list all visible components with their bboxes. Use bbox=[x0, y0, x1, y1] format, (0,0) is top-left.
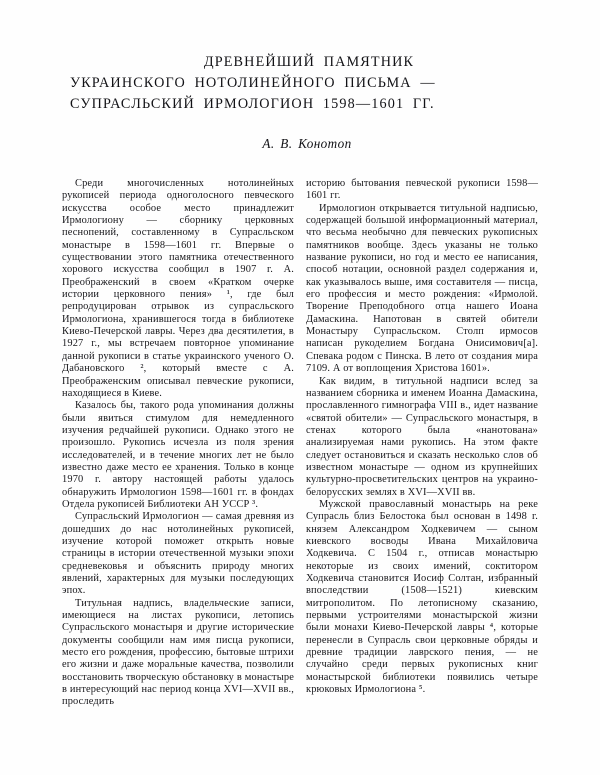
author-byline: А. В. Конотоп bbox=[262, 136, 352, 151]
paragraph: Среди многочисленных нотолинейных рукописей периода одноголосного певческого искусства особое место принадлежит Ирмологиону — сборнику церковных песнопений, составленному в Супрасльском монастыре в 1598—1601 гг. Впервые о существовании этого памятника отечественного хорового искусства сообщил в 1907 г. А. Преображенский в своем «Кратком очерке истории церковного пения» ¹, где был репродуцирован отрывок из супрасльского Ирмологиона, хранившегося тогда в библиотеке Киево-Печерской лавры. Через два десятилетия, в 1927 г., мы встречаем повторное упоминание данной рукописи в статье украинского ученого О. Дабановского ², который вместе с А. Преображенским описывал певческие рукописи, находящиеся в Киеве. bbox=[62, 178, 294, 399]
paragraph: Ирмологион открывается титульной надписью, содержащей большой информационный материал, что весьма необычно для певческих рукописных памятников вообще. Здесь указаны не только название рукописи, но год и место ее написания, способ нотации, основной раздел содержания и, как указывалось выше, имя составителя — писца, его профессия и место рождения: «Ирмолой. Творение Преподобного отца нашего Иоана Дамаскина. Напотован в святей обители Монастыру Супрасльском. Столп ирмосов написан рукоделием Богдана Онисимович[а]. Спевака родом с Пинска. В лето от создания мира 7109. А от воплощения Христова 1601». bbox=[306, 202, 538, 375]
page-title-line-3: СУПРАСЛЬСКИЙ ИРМОЛОГИОН 1598—1601 ГГ. bbox=[70, 96, 435, 112]
paragraph: историю бытования певческой рукописи 1598—1601 гг. bbox=[306, 178, 538, 202]
paragraph: Супрасльский Ирмологион — самая древняя из дошедших до нас нотолинейных рукописей, изучение которой поможет открыть новые страницы в истории отечественной музыки эпохи средневековья и объяснить природу многих явлений, характерных для музыки последующих эпох. bbox=[62, 511, 294, 597]
page-title-line-1: ДРЕВНЕЙШИЙ ПАМЯТНИК bbox=[203, 54, 415, 70]
title-block bbox=[0, 0, 600, 152]
paragraph: Как видим, в титульной надписи вслед за названием сборника и именем Иоанна Дамаскина, прославленного гимнографа VIII в., идет название «святой обители» — Супрасльского монастыря, в стенах которого была «нанотована» анализируемая нами рукопись. На этом факте следует остановиться и сказать несколько слов об известном монастыре — одном из крупнейших культурно-просветительских центров на украино-белорусских землях в XVI—XVII вв. bbox=[306, 375, 538, 498]
paragraph: Титульная надпись, владельческие записи, имеющиеся на листах рукописи, летопись Супрасльского монастыря и другие исторические документы сообщили нам имя писца рукописи, место его рождения, профессию, бытовые штрихи его жизни и даже моральные качества, позволили восстановить творческую обстановку в монастыре в интересующий нас период конца XVI—XVII вв., проследить bbox=[62, 597, 294, 708]
paragraph: Мужской православный монастырь на реке Супрасль близ Белостока был основан в 1498 г. князем Александром Ходкевичем — сыном киевского восводы Ивана Михайловича Ходкевича. С 1504 г., отписав монастырю некоторые из своих имений, соктитором Ходкевича становится Иосиф Солтан, избранный впоследствии (1508—1521) киевским митрополитом. По летописному сказанию, первыми устроителями монастырской жизни были монахи Киево-Печерской лавры ⁴, которые перенесли в Супрасль свои церковные обряды и древние традиции лаврского пения, — не случайно среди первых рукописных книг монастырской библиотеки появились четыре крюковых Ирмологиона ⁵. bbox=[306, 498, 538, 696]
page-title-line-2: УКРАИНСКОГО НОТОЛИНЕЙНОГО ПИСЬМА — bbox=[70, 75, 436, 91]
paragraph: Казалось бы, такого рода упоминания должны были явиться стимулом для немедленного изучения редчайшей рукописи. Однако этого не произошло. Рукопись исчезла из поля зрения исследователей, и в течение многих лет не было известно даже место ее хранения. Только в конце 1970 г. автору настоящей работы удалось обнаружить Ирмологион 1598—1601 гг. в фондах Отдела рукописей Библиотеки АН УССР ³. bbox=[62, 400, 294, 510]
column-right bbox=[306, 178, 538, 709]
body-columns bbox=[62, 178, 538, 709]
column-left bbox=[62, 178, 294, 709]
